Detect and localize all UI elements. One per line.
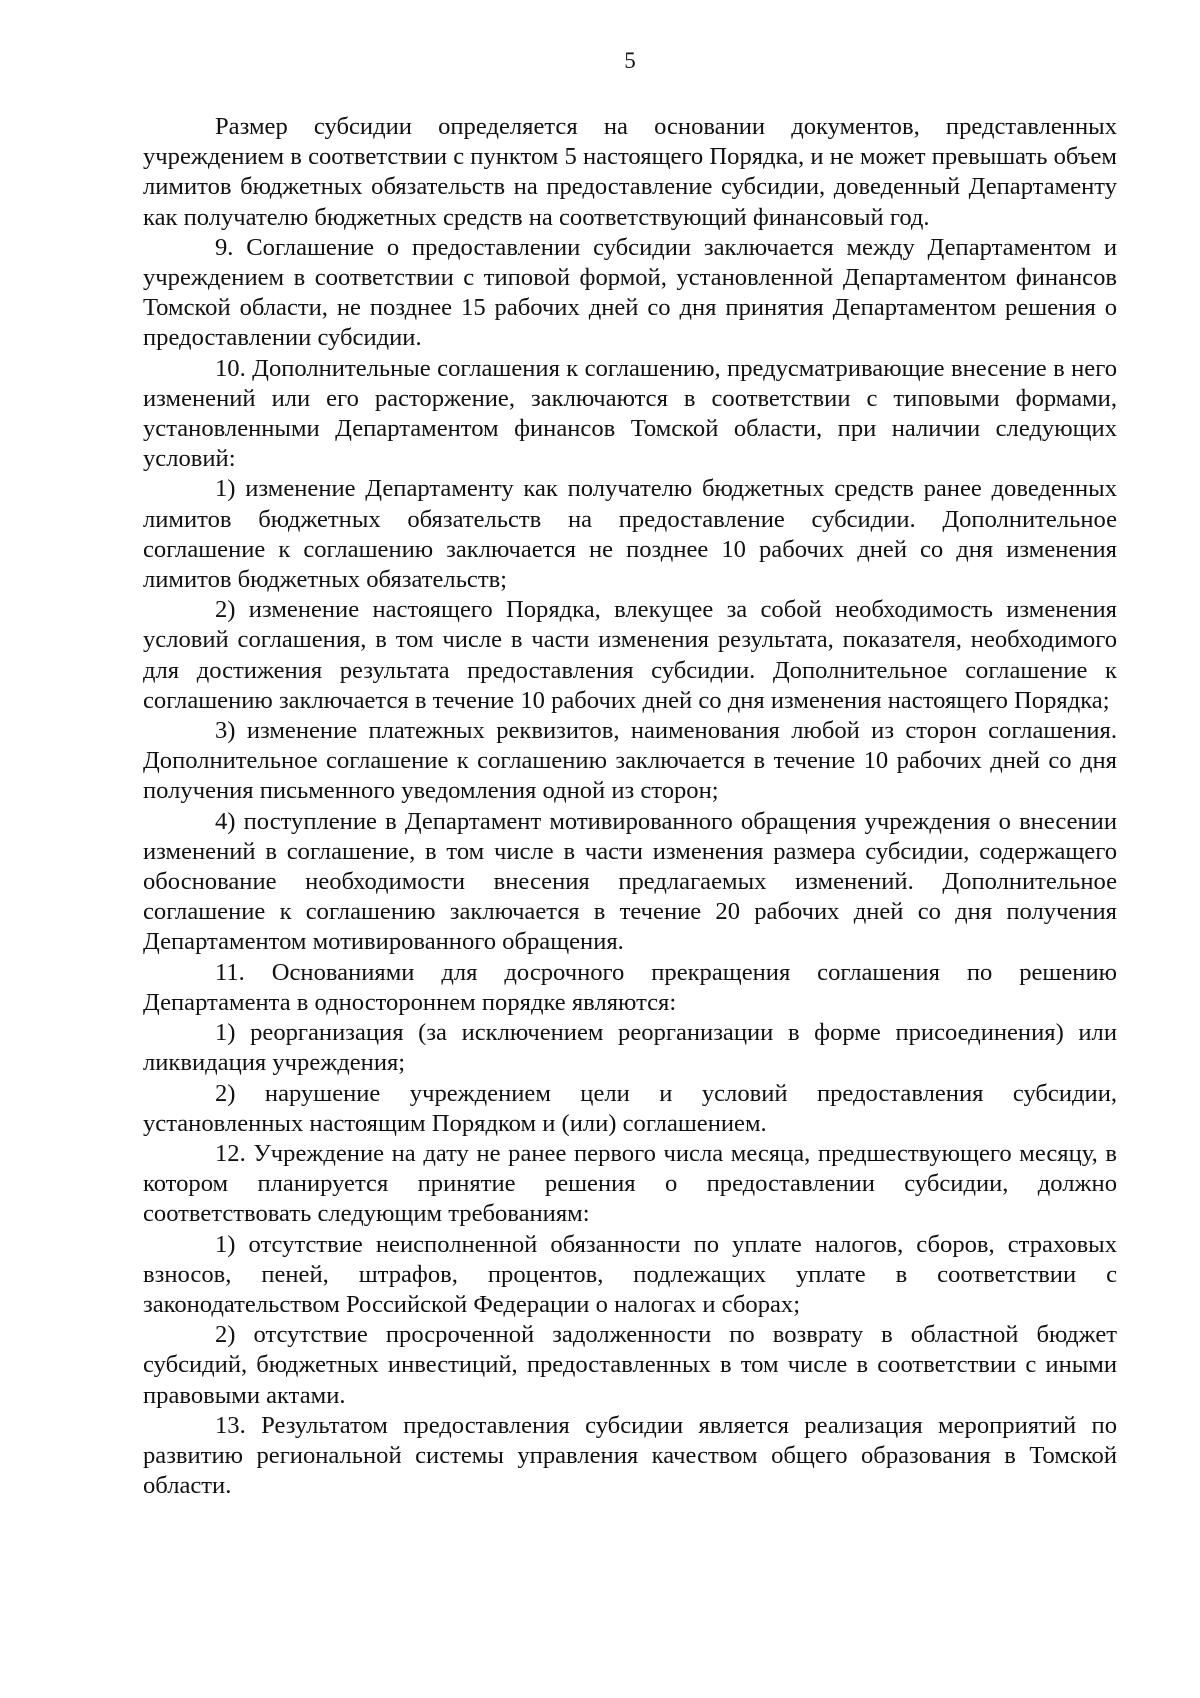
paragraph-item-10-3: 3) изменение платежных реквизитов, наименования любой из сторон соглашения. Дополнительное соглашение к соглашению заключается в течение 10 рабочих дней со дня получения письменного уведомления одной из сторон; <box>143 717 1117 805</box>
paragraph-item-10-4: 4) поступление в Департамент мотивированного обращения учреждения о внесении изменений в соглашение, в том числе в части изменения размера субсидии, содержащего обоснование необходимости внесения предлагаемых изменений. Дополнительное соглашение к соглашению заключается в течение 20 рабочих дней со дня получения Департаментом мотивированного обращения. <box>143 807 1117 956</box>
paragraph-item-13: 13. Результатом предоставления субсидии является реализация мероприятий по развитию региональной системы управления качеством общего образования в Томской области. <box>143 1411 1117 1500</box>
page-number: 5 <box>624 48 636 73</box>
paragraph-item-10-1: 1) изменение Департаменту как получателю бюджетных средств ранее доведенных лимитов бюджетных обязательств на предоставление субсидии. Дополнительное соглашение к соглашению заключается не позднее 10 рабочих дней со дня изменения лимитов бюджетных обязательств; <box>143 475 1117 594</box>
paragraph-item-9: 9. Соглашение о предоставлении субсидии заключается между Департаментом и учреждением в соответствии с типовой формой, установленной Департаментом финансов Томской области, не позднее 15 рабочих дней со дня принятия Департаментом решения о предоставлении субсидии. <box>143 233 1117 352</box>
document-body <box>143 112 1117 1501</box>
paragraph-subsidy-size: Размер субсидии определяется на основании документов, представленных учреждением в соответствии с пунктом 5 настоящего Порядка, и не может превышать объем лимитов бюджетных обязательств на предоставление субсидии, доведенный Департаменту как получателю бюджетных средств на соответствующий финансовый год. <box>143 113 1117 231</box>
paragraph-item-12-2: 2) отсутствие просроченной задолженности по возврату в областной бюджет субсидий, бюджетных инвестиций, предоставленных в том числе в соответствии с иными правовыми актами. <box>143 1321 1117 1409</box>
paragraph-item-10: 10. Дополнительные соглашения к соглашению, предусматривающие внесение в него изменений или его расторжение, заключаются в соответствии с типовыми формами, установленными Департаментом финансов Томской области, при наличии следующих условий: <box>143 354 1117 473</box>
paragraph-item-12-1: 1) отсутствие неисполненной обязанности по уплате налогов, сборов, страховых взносов, пеней, штрафов, процентов, подлежащих уплате в соответствии с законодательством Российской Федерации о налогах и сборах; <box>143 1230 1117 1318</box>
paragraph-item-11-1: 1) реорганизация (за исключением реорганизации в форме присоединения) или ликвидация учреждения; <box>143 1019 1117 1077</box>
paragraph-item-11: 11. Основаниями для досрочного прекращения соглашения по решению Департамента в одностороннем порядке являются: <box>143 958 1117 1016</box>
paragraph-item-12: 12. Учреждение на дату не ранее первого числа месяца, предшествующего месяцу, в котором планируется принятие решения о предоставлении субсидии, должно соответствовать следующим требованиям: <box>143 1139 1117 1228</box>
paragraph-item-10-2: 2) изменение настоящего Порядка, влекущее за собой необходимость изменения условий соглашения, в том числе в части изменения результата, показателя, необходимого для достижения результата предоставления субсидии. Дополнительное соглашение к соглашению заключается в течение 10 рабочих дней со дня изменения настоящего Порядка; <box>143 596 1117 714</box>
paragraph-item-11-2: 2) нарушение учреждением цели и условий предоставления субсидии, установленных настоящим Порядком и (или) соглашением. <box>143 1079 1117 1137</box>
